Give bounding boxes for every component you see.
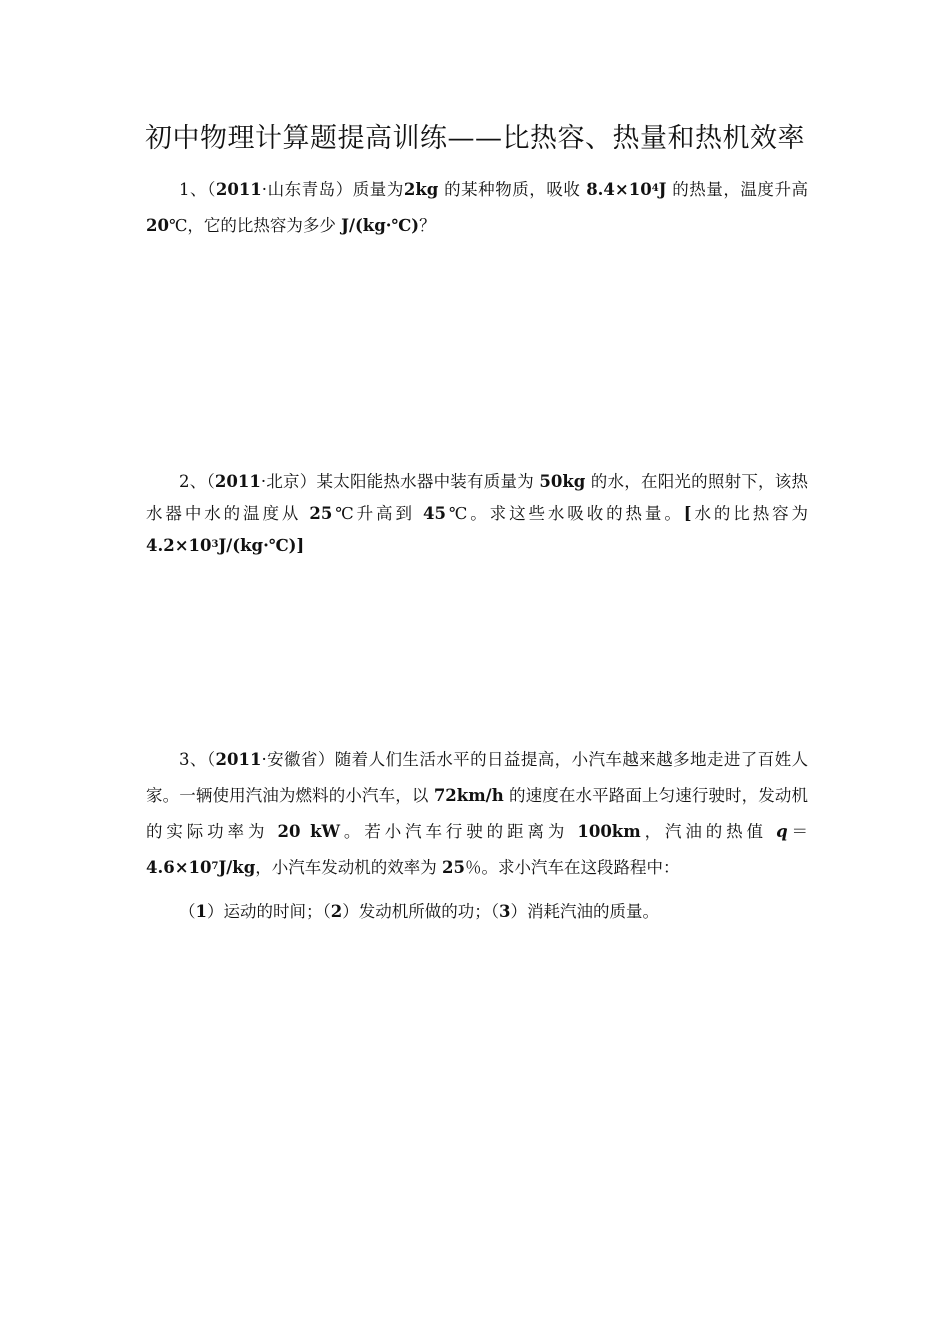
bold-text: 2011 — [214, 472, 261, 491]
bold-text: 25 — [309, 504, 333, 523]
bold-text: J/(kg·℃)] — [218, 536, 305, 555]
text-run: 。若小汽车行驶的距离为 — [340, 822, 578, 841]
text-run: ？ — [419, 216, 436, 235]
text-run: ）消耗汽油的质量。 — [510, 902, 659, 921]
text-run: ，小汽车发动机的效率为 — [255, 858, 443, 877]
text-run: ）发动机所做的功；（ — [342, 902, 499, 921]
exponent: 7 — [211, 861, 219, 872]
exponent: 3 — [211, 539, 219, 550]
text-run: ·北京）某太阳能热水器中装有质量为 — [260, 472, 540, 491]
bold-text: 50kg — [539, 472, 586, 491]
italic-symbol: q — [776, 822, 788, 841]
bold-text: 4.6×10 — [146, 858, 212, 877]
text-run: 的水，在阳光的照射下，该热水器中水的温度从 — [146, 472, 808, 523]
problem-1 — [146, 172, 808, 244]
text-run: 水的比热容为 — [691, 504, 809, 523]
text-run: ·山东青岛）质量为 — [261, 180, 404, 199]
text-run: ）运动的时间；（ — [206, 902, 331, 921]
text-run: ℃。求这些水吸收的热量。 — [446, 504, 684, 523]
text-run: ·安徽省）随着人们生活水平的日益提高，小汽车越来越多地走进了百姓人家。一辆使用汽油为燃料的小汽车，以 — [146, 750, 808, 805]
bold-text: J/kg — [218, 858, 256, 877]
bold-text: 20 — [146, 216, 169, 235]
text-run: 的速度在水平路面上匀速行驶时，发动机的实际功率为 — [146, 786, 809, 841]
bold-text: 100km — [577, 822, 641, 841]
bold-text: 2 — [330, 902, 343, 921]
problem-3-text — [146, 750, 808, 877]
bold-text: 4.2×10 — [146, 536, 212, 555]
bold-text: J/(kg·℃) — [341, 216, 420, 235]
problem-1-text — [146, 180, 808, 235]
text-run: 2、（ — [179, 472, 215, 491]
bold-text: 45 — [423, 504, 446, 523]
document-title: 初中物理计算题提高训练——比热容、热量和热机效率 — [145, 123, 805, 154]
text-run: 的热量，温度升高 — [666, 180, 809, 199]
text-run: ％。求小汽车在这段路程中： — [465, 858, 680, 877]
problem-3-sub-questions — [146, 894, 808, 930]
text-run: ℃升高到 — [332, 504, 424, 523]
bold-text: 1 — [195, 902, 207, 921]
problem-2-text — [146, 472, 808, 555]
bold-text: 2kg — [403, 180, 439, 199]
sub-questions-text — [179, 902, 659, 921]
bold-text: 2011 — [215, 750, 262, 769]
text-run: 1、（ — [179, 180, 216, 199]
bold-text: 25 — [442, 858, 465, 877]
text-run: ＝ — [787, 822, 809, 841]
bold-text: 3 — [498, 902, 511, 921]
bold-text: [ — [683, 504, 692, 523]
problem-2 — [146, 466, 808, 562]
bold-text: 2011 — [215, 180, 262, 199]
bold-text: 8.4×10 — [586, 180, 652, 199]
text-run: ，汽油的热值 — [640, 822, 777, 841]
text-run: 3、（ — [179, 750, 216, 769]
exponent: 4 — [651, 183, 659, 194]
bold-text — [776, 822, 788, 841]
problem-3 — [146, 742, 808, 886]
text-run: （ — [179, 902, 196, 921]
bold-text: 72km/h — [433, 786, 504, 805]
text-run: ℃，它的比热容为多少 — [168, 216, 342, 235]
bold-text: J — [658, 180, 667, 199]
text-run: 的某种物质，吸收 — [438, 180, 587, 199]
bold-text: 20 kW — [277, 822, 341, 841]
